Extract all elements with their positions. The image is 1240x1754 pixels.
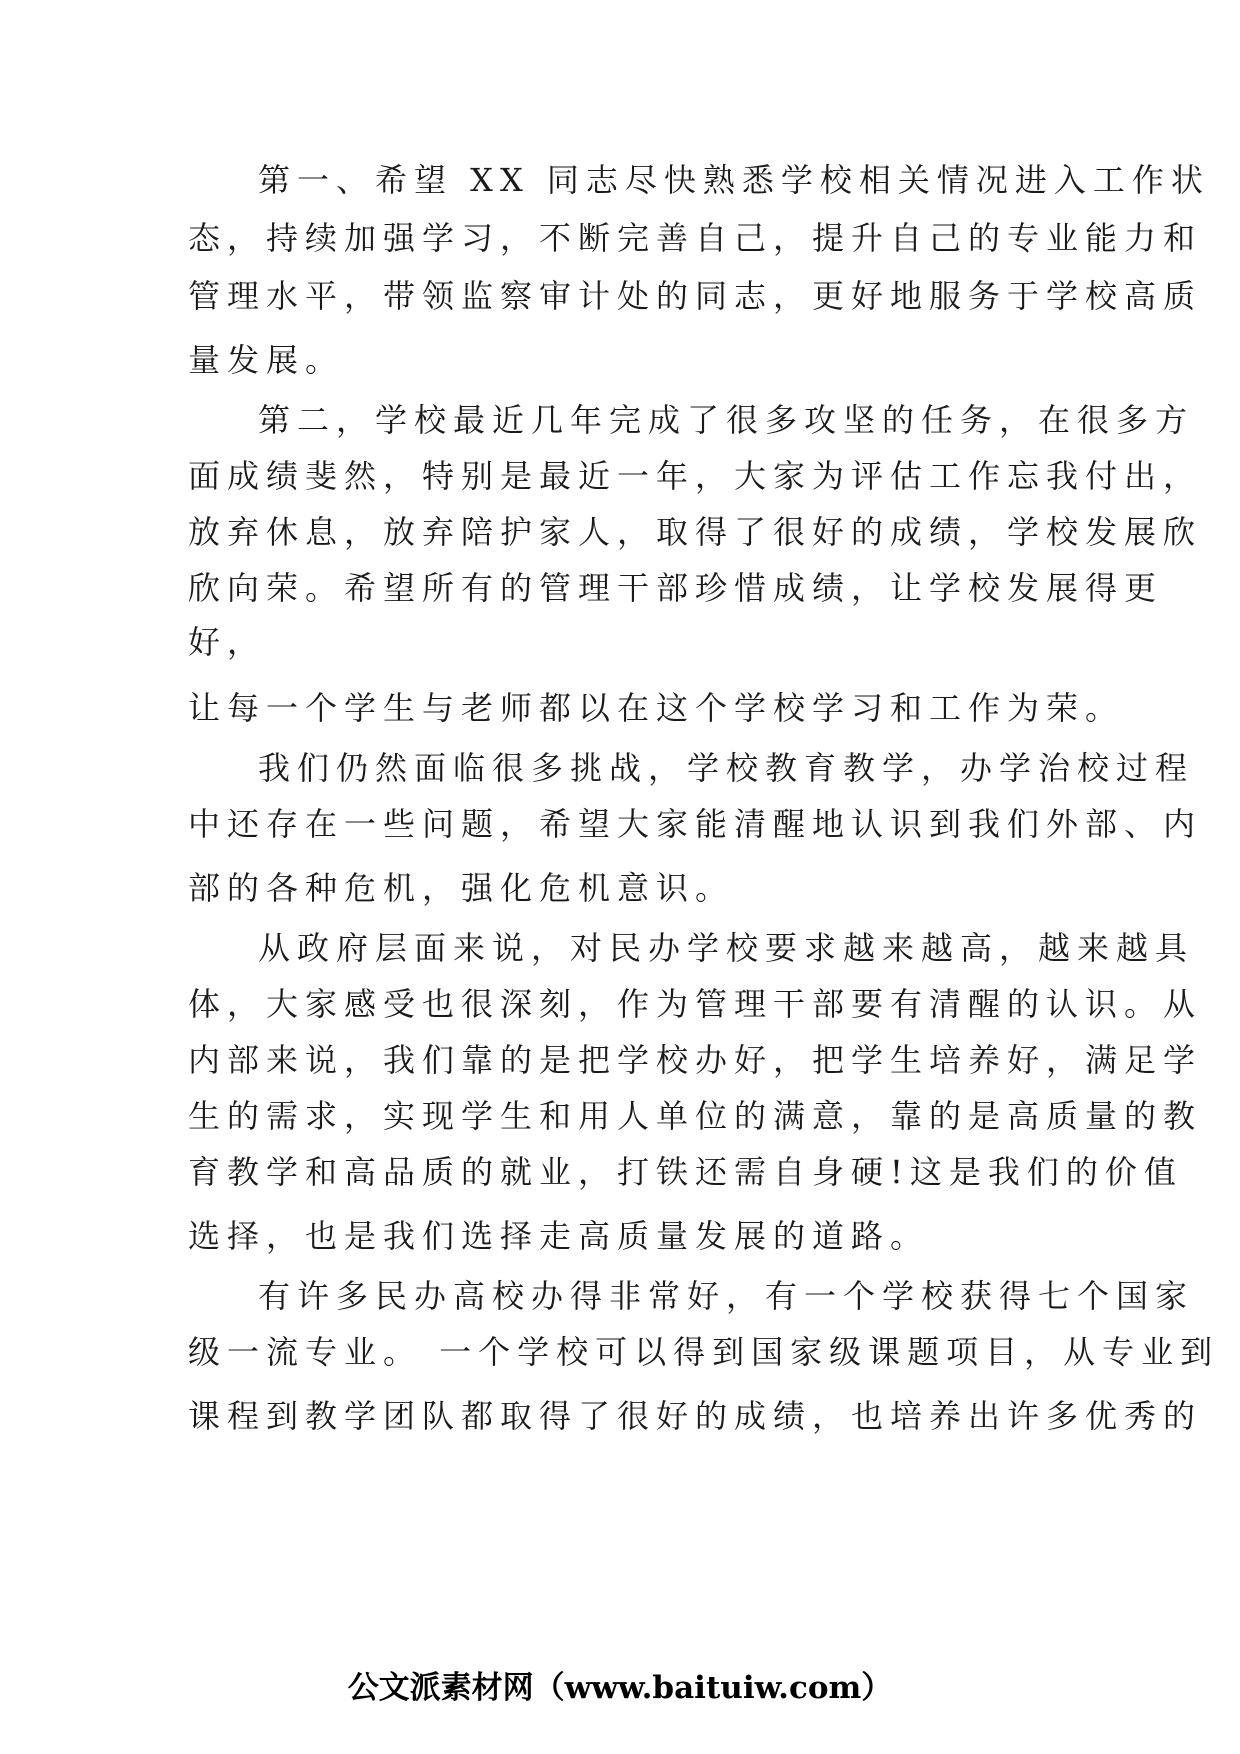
text-line: 放弃休息，放弃陪护家人，取得了很好的成绩，学校发展欣 [188,513,1203,551]
text-line: 有许多民办高校办得非常好，有一个学校获得七个国家 [258,1277,1195,1315]
text-line: 态，持续加强学习，不断完善自己，提升自己的专业能力和 [188,219,1203,257]
text-line: 选择，也是我们选择走高质量发展的道路。 [188,1217,930,1255]
text-line: 我们仍然面临很多挑战，学校教育教学，办学治校过程 [258,749,1195,787]
text-line: 育教学和高品质的就业，打铁还需自身硬!这是我们的价值 [188,1153,1183,1191]
text-line: 第二，学校最近几年完成了很多攻坚的任务，在很多方 [258,401,1195,439]
text-line: 第一、希望 XX 同志尽快熟悉学校相关情况进入工作状 [258,161,1210,199]
text-line: 好， [188,623,267,661]
text-line: 内部来说，我们靠的是把学校办好，把学生培养好，满足学 [188,1041,1203,1079]
text-line: 课程到教学团队都取得了很好的成绩，也培养出许多优秀的 [188,1397,1203,1435]
text-line: 生的需求，实现学生和用人单位的满意，靠的是高质量的教 [188,1097,1203,1135]
text-line: 从政府层面来说，对民办学校要求越来越高，越来越具 [258,929,1195,967]
text-line: 让每一个学生与老师都以在这个学校学习和工作为荣。 [188,689,1125,727]
text-line: 量发展。 [188,341,345,379]
text-line: 体，大家感受也很深刻，作为管理干部要有清醒的认识。从 [188,985,1203,1023]
text-line: 面成绩斐然，特别是最近一年，大家为评估工作忘我付出， [188,457,1203,495]
text-line: 级一流专业。 一个学校可以得到国家级课题项目，从专业到 [188,1333,1220,1371]
text-line: 欣向荣。希望所有的管理干部珍惜成绩，让学校发展得更 [188,569,1164,607]
text-line: 部的各种危机，强化危机意识。 [188,869,735,907]
footer-watermark: 公文派素材网（www.baituiw.com） [347,1670,893,1706]
text-line: 管理水平，带领监察审计处的同志，更好地服务于学校高质 [188,277,1203,315]
text-line: 中还存在一些问题，希望大家能清醒地认识到我们外部、内 [188,805,1203,843]
